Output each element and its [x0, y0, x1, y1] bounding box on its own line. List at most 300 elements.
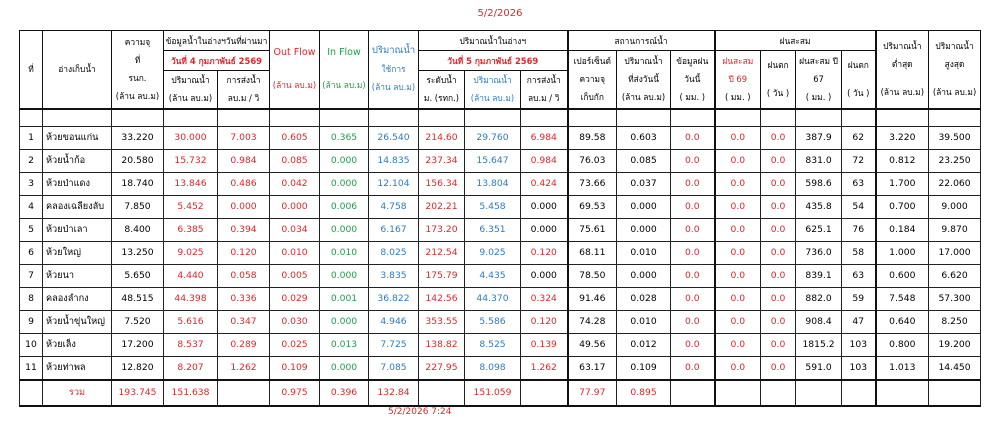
header-prev-volume — [164, 71, 218, 109]
cell-rain-today: 0.0 — [671, 218, 715, 241]
cell-percent-capacity: 63.17 — [568, 356, 617, 380]
cell-usable-volume: 6.167 — [369, 218, 419, 241]
cell-percent-capacity: 76.03 — [568, 149, 617, 172]
cell-current-release: 0.000 — [521, 195, 568, 218]
cell-rain-days-67: 76 — [842, 218, 876, 241]
cell-release-today: 0.000 — [617, 218, 671, 241]
header-line: (ล้าน ลบ.ม) — [272, 80, 317, 91]
cell-rain-days-69: 0.0 — [761, 287, 796, 310]
cell-prev-release: 1.262 — [218, 356, 270, 380]
header-line: ปริมาณน้ำ — [935, 41, 974, 52]
cell-rain-69: 0.0 — [715, 126, 761, 149]
cell-release-today: 0.028 — [617, 287, 671, 310]
header-cur-level — [419, 71, 465, 109]
header-line: ( มม. ) — [805, 92, 832, 103]
cell-reservoir-name: คลองลำกง — [43, 287, 112, 310]
header-line: ปริมาณน้ำ — [171, 75, 210, 86]
header-cur-group: ปริมาณน้ำในอ่างฯ — [419, 31, 568, 51]
cell-reservoir-name: คลองเฉลียงลับ — [43, 195, 112, 218]
cell-reservoir-name: ห้วยน้ำก้อ — [43, 149, 112, 172]
cell-water-level: 175.79 — [419, 264, 465, 287]
table-row — [20, 149, 981, 172]
cell-current-release: 0.000 — [521, 218, 568, 241]
cell — [715, 109, 761, 127]
header-rain-days-69 — [761, 51, 796, 109]
cell-prev-volume: 5.452 — [164, 195, 218, 218]
cell-percent-capacity: 69.53 — [568, 195, 617, 218]
cell-row-no: 8 — [20, 287, 43, 310]
cell-rain-69: 0.0 — [715, 218, 761, 241]
cell-reservoir-name: ห้วยป่าแดง — [43, 172, 112, 195]
total-percent: 77.97 — [568, 380, 617, 406]
cell-row-no: 3 — [20, 172, 43, 195]
cell-outflow: 0.005 — [270, 264, 320, 287]
header-line: วันนี้ — [684, 74, 701, 85]
header-line: ลบ.ม / วิ — [528, 93, 560, 104]
cell-min-volume: 1.000 — [876, 241, 929, 264]
cell-current-volume: 13.804 — [465, 172, 521, 195]
header-rain-67 — [796, 51, 842, 109]
cell-release-today: 0.000 — [617, 264, 671, 287]
cell-row-no: 2 — [20, 149, 43, 172]
cell-current-volume: 29.760 — [465, 126, 521, 149]
cell-max-volume: 14.450 — [929, 356, 981, 380]
report-date: 5/2/2026 — [477, 8, 523, 19]
header-percent — [568, 51, 617, 109]
header-line: ฝนสะสม — [722, 56, 754, 67]
cell-rain-today: 0.0 — [671, 333, 715, 356]
cell-current-release: 0.000 — [521, 264, 568, 287]
cell-outflow: 0.605 — [270, 126, 320, 149]
header-line: ข้อมูลฝน — [676, 56, 709, 67]
cell-usable-volume: 4.946 — [369, 310, 419, 333]
header-line: (ล้าน ลบ.ม) — [880, 87, 924, 98]
table-row — [20, 264, 981, 287]
cell-percent-capacity: 49.56 — [568, 333, 617, 356]
header-prev-group: ข้อมูลน้ำในอ่างฯวันที่ผ่านมา — [164, 31, 270, 51]
cell-row-no: 6 — [20, 241, 43, 264]
total-prev-release — [218, 380, 270, 406]
cell-reservoir-name: ห้วยป่าเลา — [43, 218, 112, 241]
cell — [112, 109, 164, 127]
header-rain-group: ฝนสะสม — [715, 31, 876, 51]
header-line: ที่ — [134, 55, 141, 66]
cell — [521, 109, 568, 127]
cell-release-today: 0.109 — [617, 356, 671, 380]
total-volume: 151.059 — [465, 380, 521, 406]
cell-water-level: 202.21 — [419, 195, 465, 218]
cell — [842, 109, 876, 127]
cell-rain-67: 625.1 — [796, 218, 842, 241]
cell-percent-capacity: 74.28 — [568, 310, 617, 333]
cell-rain-days-69: 0.0 — [761, 218, 796, 241]
cell-rain-69: 0.0 — [715, 310, 761, 333]
cell-usable-volume: 7.085 — [369, 356, 419, 380]
cell-row-no: 5 — [20, 218, 43, 241]
cell-rain-days-67: 63 — [842, 172, 876, 195]
cell-current-volume: 6.351 — [465, 218, 521, 241]
header-line: เก็บกัก — [580, 92, 604, 103]
total-rain-days-69 — [761, 380, 796, 406]
cell-rain-today: 0.0 — [671, 195, 715, 218]
cell-percent-capacity: 73.66 — [568, 172, 617, 195]
cell-usable-volume: 26.540 — [369, 126, 419, 149]
cell-rain-days-67: 58 — [842, 241, 876, 264]
header-line: ( มม. ) — [679, 92, 706, 103]
cell-rain-today: 0.0 — [671, 172, 715, 195]
total-min — [876, 380, 929, 406]
cell-capacity: 17.200 — [112, 333, 164, 356]
cell-prev-release: 0.984 — [218, 149, 270, 172]
cell-min-volume: 7.548 — [876, 287, 929, 310]
cell-percent-capacity: 68.11 — [568, 241, 617, 264]
header-line: ปริมาณน้ำ — [371, 45, 416, 57]
cell-prev-volume: 5.616 — [164, 310, 218, 333]
cell-prev-volume: 44.398 — [164, 287, 218, 310]
header-line: เปอร์เซ็นต์ — [573, 56, 611, 67]
cell-inflow: 0.001 — [320, 287, 369, 310]
header-line: ฝนตก — [767, 60, 789, 71]
table-row — [20, 333, 981, 356]
cell — [419, 109, 465, 127]
total-rain-67 — [796, 380, 842, 406]
header-line: ใช้การ — [381, 64, 406, 75]
header-line: การส่งน้ำ — [526, 75, 561, 86]
cell-capacity: 18.740 — [112, 172, 164, 195]
cell-rain-days-67: 103 — [842, 333, 876, 356]
cell-current-release: 0.984 — [521, 149, 568, 172]
total-inflow: 0.396 — [320, 380, 369, 406]
cell — [929, 109, 981, 127]
header-line: รนก. — [128, 73, 147, 84]
cell-max-volume: 6.620 — [929, 264, 981, 287]
total-prev-volume: 151.638 — [164, 380, 218, 406]
cell-row-no: 10 — [20, 333, 43, 356]
cell-inflow: 0.013 — [320, 333, 369, 356]
cell-rain-days-69: 0.0 — [761, 195, 796, 218]
cell-max-volume: 9.870 — [929, 218, 981, 241]
table-row — [20, 218, 981, 241]
cell-rain-today: 0.0 — [671, 356, 715, 380]
header-line: (ล้าน ลบ.ม) — [371, 82, 416, 93]
table-body — [20, 109, 981, 406]
cell-current-release: 0.120 — [521, 241, 568, 264]
cell-usable-volume: 14.835 — [369, 149, 419, 172]
cell-current-volume: 8.525 — [465, 333, 521, 356]
cell-usable-volume: 36.822 — [369, 287, 419, 310]
cell-rain-days-69: 0.0 — [761, 241, 796, 264]
table-row — [20, 126, 981, 149]
cell-max-volume: 9.000 — [929, 195, 981, 218]
total-capacity: 193.745 — [112, 380, 164, 406]
cell-water-level: 212.54 — [419, 241, 465, 264]
header-rain-69 — [715, 51, 761, 109]
cell-max-volume: 8.250 — [929, 310, 981, 333]
cell-release-today: 0.603 — [617, 126, 671, 149]
cell — [617, 109, 671, 127]
cell-rain-67: 387.9 — [796, 126, 842, 149]
cell-rain-69: 0.0 — [715, 356, 761, 380]
header-line: ที่ส่งวันนี้ — [628, 74, 659, 85]
cell — [876, 109, 929, 127]
cell-capacity: 12.820 — [112, 356, 164, 380]
cell-prev-volume: 8.537 — [164, 333, 218, 356]
header-line: ( มม. ) — [724, 92, 751, 103]
header-outflow — [270, 31, 320, 109]
cell-row-no: 1 — [20, 126, 43, 149]
total-no — [20, 380, 43, 406]
header-line: (ล้าน ลบ.ม) — [470, 93, 515, 104]
cell — [671, 109, 715, 127]
header-max-volume — [929, 31, 981, 109]
header-rain-days-67 — [842, 51, 876, 109]
cell-rain-today: 0.0 — [671, 287, 715, 310]
cell-rain-days-67: 47 — [842, 310, 876, 333]
cell — [465, 109, 521, 127]
cell-rain-67: 598.6 — [796, 172, 842, 195]
cell-rain-days-67: 72 — [842, 149, 876, 172]
header-inflow — [320, 31, 369, 109]
cell-rain-69: 0.0 — [715, 333, 761, 356]
cell-rain-days-69: 0.0 — [761, 310, 796, 333]
footer-timestamp: 5/2/2026 7:24 — [388, 407, 452, 417]
cell-outflow: 0.042 — [270, 172, 320, 195]
cell-outflow: 0.034 — [270, 218, 320, 241]
cell-max-volume: 23.250 — [929, 149, 981, 172]
header-line: ปริมาณน้ำ — [624, 56, 663, 67]
cell — [20, 109, 43, 127]
cell-rain-67: 435.8 — [796, 195, 842, 218]
cell-release-today: 0.010 — [617, 310, 671, 333]
cell-percent-capacity: 91.46 — [568, 287, 617, 310]
cell-rain-67: 839.1 — [796, 264, 842, 287]
cell-min-volume: 0.600 — [876, 264, 929, 287]
cell-reservoir-name: ห้วยน้ำขุ่นใหญ่ — [43, 310, 112, 333]
cell-release-today: 0.010 — [617, 241, 671, 264]
cell-min-volume: 0.812 — [876, 149, 929, 172]
header-prev-date: วันที่ 4 กุมภาพันธ์ 2569 — [164, 51, 270, 71]
cell-prev-volume: 30.000 — [164, 126, 218, 149]
header-line: (ล้าน ลบ.ม) — [168, 93, 213, 104]
cell-outflow: 0.025 — [270, 333, 320, 356]
cell-inflow: 0.000 — [320, 149, 369, 172]
cell-water-level: 156.34 — [419, 172, 465, 195]
cell-water-level: 353.55 — [419, 310, 465, 333]
table-row — [20, 195, 981, 218]
cell-capacity: 7.850 — [112, 195, 164, 218]
header-line: ฝนสะสม ปี — [799, 56, 838, 67]
cell-rain-67: 908.4 — [796, 310, 842, 333]
cell-capacity: 48.515 — [112, 287, 164, 310]
table-row — [20, 310, 981, 333]
cell-rain-69: 0.0 — [715, 241, 761, 264]
cell-release-today: 0.037 — [617, 172, 671, 195]
cell-rain-69: 0.0 — [715, 287, 761, 310]
header-line: (ล้าน ลบ.ม) — [115, 91, 160, 102]
header-rain-today — [671, 51, 715, 109]
cell-max-volume: 57.300 — [929, 287, 981, 310]
cell-current-release: 6.984 — [521, 126, 568, 149]
cell-release-today: 0.000 — [617, 195, 671, 218]
cell — [796, 109, 842, 127]
cell-reservoir-name: ห้วยใหญ่ — [43, 241, 112, 264]
cell-outflow: 0.030 — [270, 310, 320, 333]
header-line: (ล้าน ลบ.ม) — [322, 80, 366, 91]
cell-current-volume: 15.647 — [465, 149, 521, 172]
cell-rain-days-69: 0.0 — [761, 333, 796, 356]
cell-outflow: 0.000 — [270, 195, 320, 218]
cell-prev-release: 0.347 — [218, 310, 270, 333]
header-line: In Flow — [327, 47, 361, 59]
header-line: ปริมาณน้ำ — [883, 41, 922, 52]
header-reservoir: อ่างเก็บน้ำ — [43, 31, 112, 109]
cell-reservoir-name: ห้วยท่าพล — [43, 356, 112, 380]
table-row — [20, 287, 981, 310]
cell-prev-release: 0.289 — [218, 333, 270, 356]
cell-rain-today: 0.0 — [671, 149, 715, 172]
cell-rain-days-69: 0.0 — [761, 149, 796, 172]
cell-current-volume: 9.025 — [465, 241, 521, 264]
table-row — [20, 241, 981, 264]
cell-rain-days-69: 0.0 — [761, 172, 796, 195]
cell — [568, 109, 617, 127]
total-rain-69 — [715, 380, 761, 406]
header-line: ( วัน ) — [766, 88, 790, 99]
cell-rain-69: 0.0 — [715, 149, 761, 172]
header-line: สูงสุด — [944, 59, 965, 70]
cell-prev-release: 0.486 — [218, 172, 270, 195]
cell-inflow: 0.000 — [320, 310, 369, 333]
cell-current-release: 0.324 — [521, 287, 568, 310]
cell-percent-capacity: 78.50 — [568, 264, 617, 287]
cell-rain-67: 882.0 — [796, 287, 842, 310]
cell-prev-volume: 6.385 — [164, 218, 218, 241]
header-status-group: สถานการณ์น้ำ — [568, 31, 715, 51]
cell-usable-volume: 7.725 — [369, 333, 419, 356]
cell-row-no: 4 — [20, 195, 43, 218]
cell-row-no: 11 — [20, 356, 43, 380]
table-header — [20, 31, 981, 109]
header-line: ม. (รทก.) — [423, 93, 460, 104]
cell — [761, 109, 796, 127]
cell-water-level: 237.34 — [419, 149, 465, 172]
cell-rain-days-67: 103 — [842, 356, 876, 380]
cell-rain-67: 831.0 — [796, 149, 842, 172]
cell-min-volume: 0.800 — [876, 333, 929, 356]
cell-inflow: 0.000 — [320, 356, 369, 380]
header-line: ปี 69 — [728, 74, 748, 85]
cell — [369, 109, 419, 127]
header-line: 67 — [813, 74, 824, 85]
cell-max-volume: 19.200 — [929, 333, 981, 356]
header-release-today — [617, 51, 671, 109]
cell-current-release: 0.424 — [521, 172, 568, 195]
total-level — [419, 380, 465, 406]
cell — [43, 109, 112, 127]
total-rain-days-67 — [842, 380, 876, 406]
cell-percent-capacity: 89.58 — [568, 126, 617, 149]
cell-capacity: 5.650 — [112, 264, 164, 287]
cell-inflow: 0.006 — [320, 195, 369, 218]
cell-min-volume: 0.700 — [876, 195, 929, 218]
header-min-volume — [876, 31, 929, 109]
cell-row-no: 9 — [20, 310, 43, 333]
cell-current-volume: 5.586 — [465, 310, 521, 333]
header-line: ลบ.ม / วิ — [227, 93, 260, 104]
cell-rain-days-69: 0.0 — [761, 264, 796, 287]
cell-rain-days-69: 0.0 — [761, 356, 796, 380]
cell-rain-69: 0.0 — [715, 172, 761, 195]
cell-outflow: 0.029 — [270, 287, 320, 310]
header-usable — [369, 31, 419, 109]
header-no: ที่ — [20, 31, 43, 109]
header-line: ระดับน้ำ — [426, 75, 457, 86]
cell-current-release: 0.120 — [521, 310, 568, 333]
header-line: Out Flow — [273, 47, 316, 59]
cell-usable-volume: 3.835 — [369, 264, 419, 287]
cell-water-level: 173.20 — [419, 218, 465, 241]
total-release — [521, 380, 568, 406]
cell — [164, 109, 218, 127]
cell-outflow: 0.085 — [270, 149, 320, 172]
cell-rain-today: 0.0 — [671, 241, 715, 264]
header-line: ปริมาณน้ำ — [473, 75, 512, 86]
cell-prev-volume: 9.025 — [164, 241, 218, 264]
cell-inflow: 0.000 — [320, 218, 369, 241]
cell-prev-release: 0.394 — [218, 218, 270, 241]
cell-inflow: 0.000 — [320, 172, 369, 195]
cell-rain-days-67: 62 — [842, 126, 876, 149]
cell-capacity: 20.580 — [112, 149, 164, 172]
cell-rain-67: 1815.2 — [796, 333, 842, 356]
cell-outflow: 0.010 — [270, 241, 320, 264]
cell-current-volume: 5.458 — [465, 195, 521, 218]
table-row — [20, 172, 981, 195]
total-rain-today — [671, 380, 715, 406]
cell-reservoir-name: ห้วยนา — [43, 264, 112, 287]
cell-prev-volume: 4.440 — [164, 264, 218, 287]
cell-rain-69: 0.0 — [715, 264, 761, 287]
cell-rain-today: 0.0 — [671, 264, 715, 287]
header-cur-volume — [465, 71, 521, 109]
cell-prev-volume: 8.207 — [164, 356, 218, 380]
header-line: ความจุ — [124, 37, 151, 48]
cell-min-volume: 1.700 — [876, 172, 929, 195]
cell — [270, 109, 320, 127]
cell-water-level: 142.56 — [419, 287, 465, 310]
header-line: ฝนตก — [847, 60, 869, 71]
cell-current-volume: 4.435 — [465, 264, 521, 287]
cell-rain-67: 591.0 — [796, 356, 842, 380]
cell-capacity: 13.250 — [112, 241, 164, 264]
cell-min-volume: 0.640 — [876, 310, 929, 333]
total-outflow: 0.975 — [270, 380, 320, 406]
cell-rain-69: 0.0 — [715, 195, 761, 218]
cell-rain-days-69: 0.0 — [761, 126, 796, 149]
cell-water-level: 138.82 — [419, 333, 465, 356]
cell-capacity: 33.220 — [112, 126, 164, 149]
header-line: ต่ำสุด — [891, 59, 913, 70]
cell-prev-release: 0.120 — [218, 241, 270, 264]
cell-prev-volume: 13.846 — [164, 172, 218, 195]
cell-rain-67: 736.0 — [796, 241, 842, 264]
cell-prev-release: 0.058 — [218, 264, 270, 287]
cell-row-no: 7 — [20, 264, 43, 287]
cell-usable-volume: 12.104 — [369, 172, 419, 195]
cell-capacity: 7.520 — [112, 310, 164, 333]
cell-min-volume: 0.184 — [876, 218, 929, 241]
cell-usable-volume: 8.025 — [369, 241, 419, 264]
